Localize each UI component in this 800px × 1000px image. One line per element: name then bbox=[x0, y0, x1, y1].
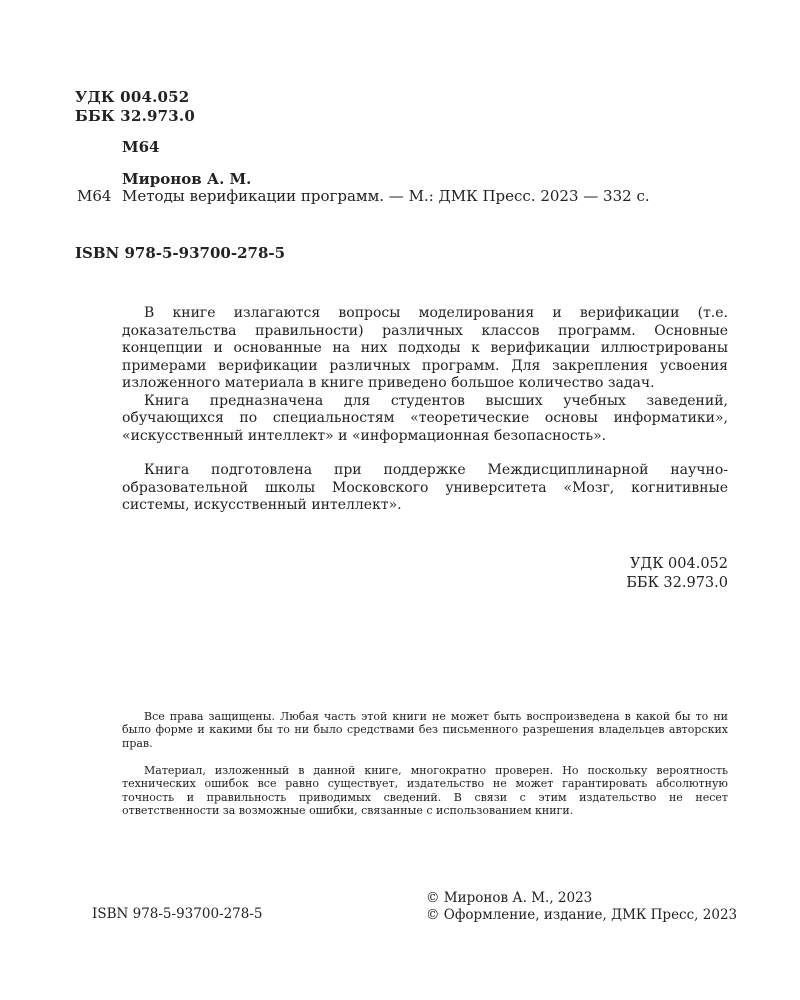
udk-code: УДК 004.052 bbox=[75, 88, 190, 106]
bbk-code: ББК 32.973.0 bbox=[75, 107, 195, 125]
disclaimer-notice: Материал, изложенный в данной книге, многократно проверен. Но поскольку вероятность технических ошибок все равно существует, издательство не может гарантировать абсолютную точность и правильность приводимых сведений. В связи с этим издательство не несет ответственности за возможные ошибки, связанные с использованием книги. bbox=[122, 764, 728, 817]
annotation-paragraph-1: В книге излагаются вопросы моделирования и верификации (т.е. доказательства правильности) различных классов программ. Основные концепции и основанные на них подходы к верификации иллюстрированы примерами верификации различных программ. Для закрепления усвоения изложенного материала в книге приведено большое количество задач. bbox=[122, 305, 728, 391]
reference-code: М64 bbox=[77, 187, 112, 205]
bbk-code-right: ББК 32.973.0 bbox=[626, 575, 728, 591]
author-mark-code: М64 bbox=[122, 138, 160, 156]
annotation bbox=[122, 305, 728, 515]
isbn-top: ISBN 978-5-93700-278-5 bbox=[75, 244, 286, 262]
author-name: Миронов А. М. bbox=[122, 170, 252, 188]
isbn-bottom: ISBN 978-5-93700-278-5 bbox=[92, 906, 263, 922]
bibliographic-reference: Методы верификации программ. — М.: ДМК Пресс. 2023 — 332 с. bbox=[122, 187, 650, 205]
classification-right bbox=[626, 555, 728, 593]
rights-notice: Все права защищены. Любая часть этой книги не может быть воспроизведена в какой бы то ни было форме и какими бы то ни было средствами без письменного разрешения владельцев авторских прав. bbox=[122, 710, 728, 750]
annotation-paragraph-3: Книга подготовлена при поддержке Междисциплинарной научно-образовательной школы Московского университета «Мозг, когнитивные системы, искусственный интеллект». bbox=[122, 462, 728, 513]
annotation-paragraph-2: Книга предназначена для студентов высших учебных заведений, обучающихся по специальностям «теоретические основы информатики», «искусственный интеллект» и «информационная безопасность». bbox=[122, 392, 728, 444]
udk-code-right: УДК 004.052 bbox=[629, 556, 728, 572]
copyright-author: © Миронов А. М., 2023 bbox=[426, 890, 593, 906]
copyright-publisher: © Оформление, издание, ДМК Пресс, 2023 bbox=[426, 907, 738, 923]
